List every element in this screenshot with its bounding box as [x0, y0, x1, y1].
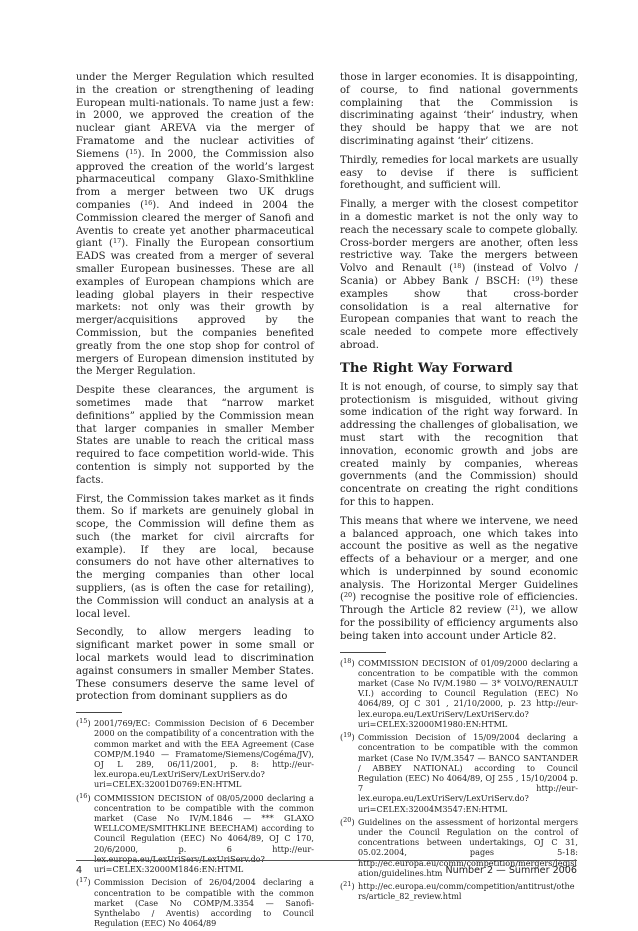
paragraph: Thirdly, remedies for local markets are usually easy to devise if there is sufficient forethought, and sufficient will.	[340, 154, 578, 192]
footnote-15: ($^{15}$) 2001/769/EC: Commission Decision of 6 December 2000 on the compatibility of a concentration with the common market and with the EEA Agreement (Case COMP/M.1940 — Framatome/Siemens/Cogéma/JV), OJ L 289, 06/11/2001, p. 8: http://eur-lex.europa.eu/LexUriServ/LexUriServ.do?uri=CELEX:32001D0769:EN:HTML	[76, 717, 314, 790]
footnote-20: ($^{20}$) Guidelines on the assessment of horizontal mergers under the Council Regulation on the control of concentrations between undertakings, OJ C 31, 05.02.2004, pages 5-18: http://ec.europa.eu/comm/competition/mergers/legislation/guidelines.htm	[340, 815, 578, 878]
paragraph: It is not enough, of course, to simply say that protectionism is misguided, without giving some indication of the right way forward. In addressing the challenges of globalisation, we must start with the recognition that innovation, economic growth and jobs are created mainly by companies, whereas governments (and the Commission) should concentrate on creating the right conditions for this to happen.	[340, 381, 578, 508]
paragraph: First, the Commission takes market as it finds them. So if markets are genuinely global in scope, the Commission will define them as such (the market for civil aircrafts for example). If they are local, because consumers do not have other alternatives to the merging companies than other local suppliers, (as is often the case for retailing), the Commission will conduct an analysis at a local level.	[76, 493, 314, 620]
footnote-ref[interactable]: 19	[531, 274, 540, 283]
paragraph: those in larger economies. It is disappointing, of course, to find national governments complaining that the Commission is discriminating against ‘their’ industry, when they should be happy that we are not discriminating against ‘their’ citizens.	[340, 72, 578, 147]
footnote-divider	[340, 652, 386, 653]
footnote-21: ($^{21}$) http://ec.europa.eu/comm/competition/antitrust/others/article_82_review.html	[340, 879, 575, 902]
paragraph: Despite these clearances, the argument is sometimes made that “narrow market definitions” applied by the Commission mean that larger companies in smaller Member States are unable to reach the critical mass required to face competition world-wide. This contention is simply not supported by the facts.	[76, 385, 314, 486]
footnote-ref[interactable]: 21	[510, 604, 519, 613]
page-number: 4	[76, 865, 83, 876]
footnote-ref[interactable]: 15	[129, 147, 138, 156]
footnotes-left	[76, 718, 314, 928]
paragraph: under the Merger Regulation which resulted in the creation or strengthening of leading European multi-nationals. To name just a few: in 2000, we approved the creation of the nuclear giant AREVA via the merger of Framatome and the nuclear activities of Siemens ($^{15}$). In 2000, the Commission also approved the creation of the world’s largest pharmaceutical company Glaxo-Smithkline from a merger between two UK drugs companies ($^{16}$). And indeed in 2004 the Commission cleared the merger of Sanofi and Aventis to create yet another pharmaceutical giant ($^{17}$). Finally the European consortium EADS was created from a merger of several smaller European businesses. These are all examples of European champions which are leading global players in their respective markets: not only was their growth by merger/acquisitions approved by the Commission, but the companies benefited greatly from the one stop shop for control of mergers of European dimension instituted by the Merger Regulation.	[76, 72, 314, 378]
footnote-divider	[76, 712, 122, 713]
paragraph: Finally, a merger with the closest competitor in a domestic market is not the only way to reach the necessary scale to compete globally. Cross-border mergers are another, often less restrictive way. Take the mergers between Volvo and Renault ($^{18}$) (instead of Volvo / Scania) or Abbey Bank / BSCH: ($^{19}$) these examples show that cross-border consolidation is a real alternative for European companies that want to reach the scale needed to compete more effectively abroad.	[340, 199, 578, 351]
footnote-18: ($^{18}$) COMMISSION DECISION of 01/09/2000 declaring a concentration to be compatible with the common market (Case No IV/M.1980 — 3* VOLVO/RENAULT V.I.) according to Council Regulation (EEC) No 4064/89, OJ C 301 , 21/10/2000, p. 23 http://eur-lex.europa.eu/LexUriServ/LexUriServ.do?uri=CELEX:32000M1980:EN:HTML	[340, 656, 578, 729]
footnote-ref[interactable]: 16	[144, 198, 153, 207]
footnote-16: ($^{16}$) COMMISSION DECISION of 08/05/2000 declaring a concentration to be compatible with the common market (Case No IV/M.1846 — *** GLAXO WELLCOME/SMITHKLINE BEECHAM) according to Council Regulation (EEC) No 4064/89, OJ C 170, 20/6/2000, p. 6 http://eur-lex.europa.eu/LexUriServ/LexUriServ.do?uri=CELEX:32000M1846:EN:HTML	[76, 791, 314, 875]
section-heading: The Right Way Forward	[340, 360, 513, 376]
paragraph: This means that where we intervene, we need a balanced approach, one which takes into account the positive as well as the negative effects of a behaviour or a merger, and one which is underpinned by sound economic analysis. The Horizontal Merger Guidelines ($^{20}$) recognise the positive role of efficiencies. Through the Article 82 review ($^{21}$), we allow for the possibility of efficiency arguments also being taken into account under Article 82.	[340, 515, 578, 642]
paragraph: Secondly, to allow mergers leading to significant market power in some small or local markets would lead to discrimination against consumers in smaller Member States. These consumers deserve the same level of protection from dominant suppliers as do	[76, 627, 314, 703]
left-column	[76, 72, 314, 931]
footnote-ref[interactable]: 20	[343, 591, 353, 600]
footnote-17: ($^{17}$) Commission Decision of 26/04/2004 declaring a concentration to be compatible with the common market (Case No COMP/M.3354 — Sanofi-Synthelabo / Aventis) according to Council Regulation (EEC) No 4064/89	[76, 876, 314, 929]
footnote-19: ($^{19}$) Commission Decision of 15/09/2004 declaring a concentration to be compatible with the common market (Case No IV/M.3547 — BANCO SANTANDER / ABBEY NATIONAL) according to Council Regulation (EEC) No 4064/89, OJ 255 , 15/10/2004 p. 7 http://eur-lex.europa.eu/LexUriServ/LexUriServ.do?uri=CELEX:32004M3547:EN:HTML	[340, 731, 578, 814]
right-column	[340, 72, 578, 904]
page-footer	[76, 860, 577, 876]
footnote-ref[interactable]: 17	[112, 237, 122, 246]
issue-label: Number 2 — Summer 2006	[445, 865, 577, 876]
footnote-ref[interactable]: 18	[453, 262, 462, 271]
